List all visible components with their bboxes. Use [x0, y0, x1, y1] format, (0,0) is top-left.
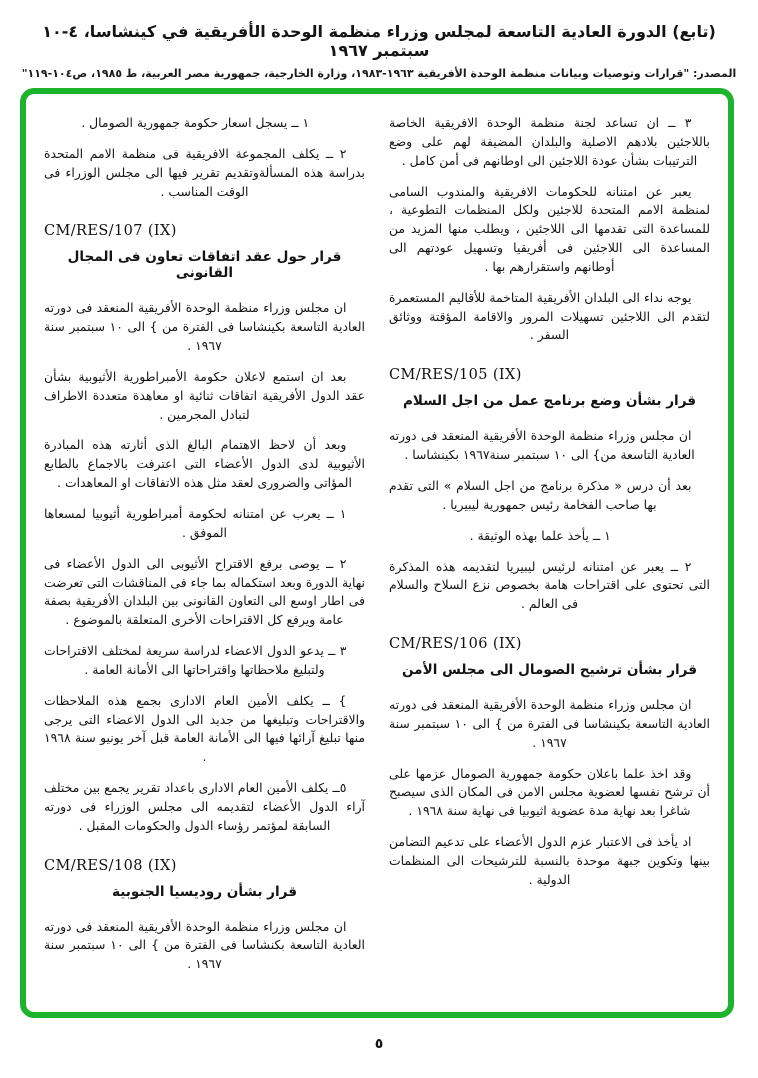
- paragraph: بعد أن درس « مذكرة برنامج من اجل السلام » التى تقدم بها صاحب الفخامة رئيس جمهورية ليبيريا .: [389, 477, 692, 512]
- resolution-code: CM/RES/108 (IX): [44, 857, 177, 874]
- resolution-code: CM/RES/105 (IX): [389, 367, 522, 384]
- resolution-code: CM/RES/107 (IX): [44, 223, 177, 240]
- green-border-box: [20, 88, 734, 1018]
- paragraph: ١ ــ يأخذ علما بهذه الوثيقة .: [469, 527, 611, 543]
- paragraph: } ــ يكلف الأمين العام الادارى بجمع هذه الملاحظات والاقتراحات وتبليغها من جديد الى الدول الاعضاء التى يرجى منها تبليغ آرائها فيها الى الأمانة العامة قبل آخر يونيو سنة ١٩٦٨ .: [44, 692, 365, 765]
- column-right: [389, 114, 710, 1000]
- paragraph: وبعد أن لاحظ الاهتمام البالغ الذى أثارته هذه المبادرة الأثيوبية لدى الدول الأعضاء التى اعترفت بالاجماع بالطابع المؤاتى والضرورى لعقد مثل هذه الاتفاقات او المعاهدات .: [44, 437, 365, 491]
- page-number: ٥: [374, 1036, 384, 1052]
- resolution-code: CM/RES/106 (IX): [389, 636, 522, 653]
- paragraph: ٢ ــ يكلف المجموعة الافريقية فى منظمة الامم المتحدة بدراسة هذه المسألةوتقديم تقرير فيها الى مجلس الوزراء فى الوقت المناسب .: [44, 145, 365, 199]
- paragraph: ان مجلس وزراء منظمة الوحدة الأفريقية المنعقد فى دورته العادية التاسعة بكينشاسا فى الفترة من } الى ١٠ سبتمبر سنة ١٩٦٧ .: [389, 697, 710, 750]
- paragraph: ٥ــ يكلف الأمين العام الادارى باعداد تقرير يجمع بين مختلف آراء الدول الأعضاء لتقديمه الى مجلس الوزراء فى دورته السابقة لمؤتمر رؤساء الدول والحكومات المقبل .: [44, 780, 365, 833]
- paragraph: ٣ ــ ان تساعد لجنة منظمة الوحدة الافريقية الخاصة باللاجئين بلادهم الاصلية والبلدان المضيفة لهم على وضع الترتيبات بشأن عودة اللاجئين الى اوطانهم فى أمن كامل .: [389, 115, 710, 168]
- paragraph: ان مجلس وزراء منظمة الوحدة الأفريقية المنعقد فى دورته العادية التاسعة بكينشاسا فى الفترة من } الى ١٠ سبتمبر سنة ١٩٦٧ .: [44, 300, 365, 354]
- paragraph: ١ ــ يسجل اسعار حكومة جمهورية الصومال .: [81, 115, 310, 130]
- paragraph: ١ ــ يعرب عن امتنانه لحكومة أمبراطورية أثيوبيا لمسعاها الموفق .: [44, 505, 347, 540]
- page-header: [0, 22, 758, 80]
- paragraph: وقد اخذ علما باعلان حكومة جمهورية الصومال عزمها على أن ترشح نفسها لعضوية مجلس الامن فى المكان الذى سيصبح شاغرا بعد نهاية مدة عضوية اثيوبيا فى نهاية سنة ١٩٦٨ .: [389, 765, 710, 819]
- source-citation: المصدر: "قرارات وتوصيات وبيانات منظمة الوحدة الأفريقية ١٩٦٣-١٩٨٣، وزارة الخارجية، جمهورية مصر العربية، ط ١٩٨٥، ص١٠٤-١١٩": [21, 67, 737, 80]
- resolution-title: قرار حول عقد اتفاقات تعاون فى المجال القانونى: [67, 249, 342, 282]
- resolution-title: قرار بشأن وضع برنامج عمل من اجل السلام: [402, 393, 697, 410]
- paragraph: بعد ان استمع لاعلان حكومة الأمبراطورية الأثيوبية بشأن عقد الدول الأفريقية اتفاقات ثنائية او معاهدة متعددة الاطراف لتبادل المجرمين .: [44, 368, 365, 422]
- resolution-title: قرار بشأن ترشيح الصومال الى مجلس الأمن: [401, 662, 698, 679]
- paragraph: ٢ ــ يعبر عن امتنانه لرئيس ليبيريا لتقديمه هذه المذكرة التى تحتوى على اقتراحات هامة بخصوص نزع السلاح والسلام فى العالم .: [389, 558, 710, 612]
- session-title: (تابع) الدورة العادية التاسعة لمجلس وزراء منظمة الوحدة الأفريقية في كينشاسا، ٤-١٠ سبتمبر ١٩٦٧: [42, 22, 716, 60]
- paragraph: ٣ ــ يدعو الدول الاعضاء لدراسة سريعة لمختلف الاقتراحات ولتبليغ ملاحظاتها واقتراحاتها الى الأمانة العامة .: [44, 643, 347, 677]
- resolution-title: قرار بشأن روديسيا الجنوبية: [111, 883, 298, 900]
- paragraph: يوجه نداء الى البلدان الأفريقية المتاخمة للأقاليم المستعمرة لتقدم الى اللاجئين تسهيلات المرور والاقامة المؤقتة ووثائق السفر .: [389, 289, 710, 343]
- paragraph: ان مجلس وزراء منظمة الوحدة الأفريقية المنعقد فى دورته العادية التاسعة من} الى ١٠ سبتمبر سنة١٩٦٧ بكينشاسا .: [389, 428, 695, 463]
- paragraph: ٢ ــ يوصى برفع الاقتراح الأثيوبى الى الدول الأعضاء فى نهاية الدورة وبعد استكماله بما جاء فى المناقشات التى تعرضت فى اطار اوسع الى التعاون القانونى بين البلدان الأفريقية بصفة عامة ويرفع كل الاقتراحات الأخرى المتعلقة بالموضوع .: [44, 555, 365, 628]
- paragraph: ان مجلس وزراء منظمة الوحدة الأفريقية المنعقد فى دورته العادية التاسعة بكنشاسا فى الفترة من } الى ١٠ سبتمبر سنة ١٩٦٧ .: [44, 918, 365, 972]
- paragraph: يعبر عن امتنانه للحكومات الافريقية والمندوب السامى لمنظمة الامم المتحدة للاجئين ولكل المنظمات التطوعية ، للمساعدة التى تقدمها الى اللاجئين ، ويطلب منها المزيد من المساعدة الى اللاجئين فى أفريقيا وتسهيل عودتهم الى أوطانهم واستقرارهم بها .: [389, 183, 710, 274]
- paragraph: اد يأخذ فى الاعتبار عزم الدول الأعضاء على تدعيم التضامن بينها وتكوين جبهة موحدة بالنسبة للترشيحات الى المنظمات الدولية .: [389, 834, 710, 887]
- column-left: [44, 114, 365, 1000]
